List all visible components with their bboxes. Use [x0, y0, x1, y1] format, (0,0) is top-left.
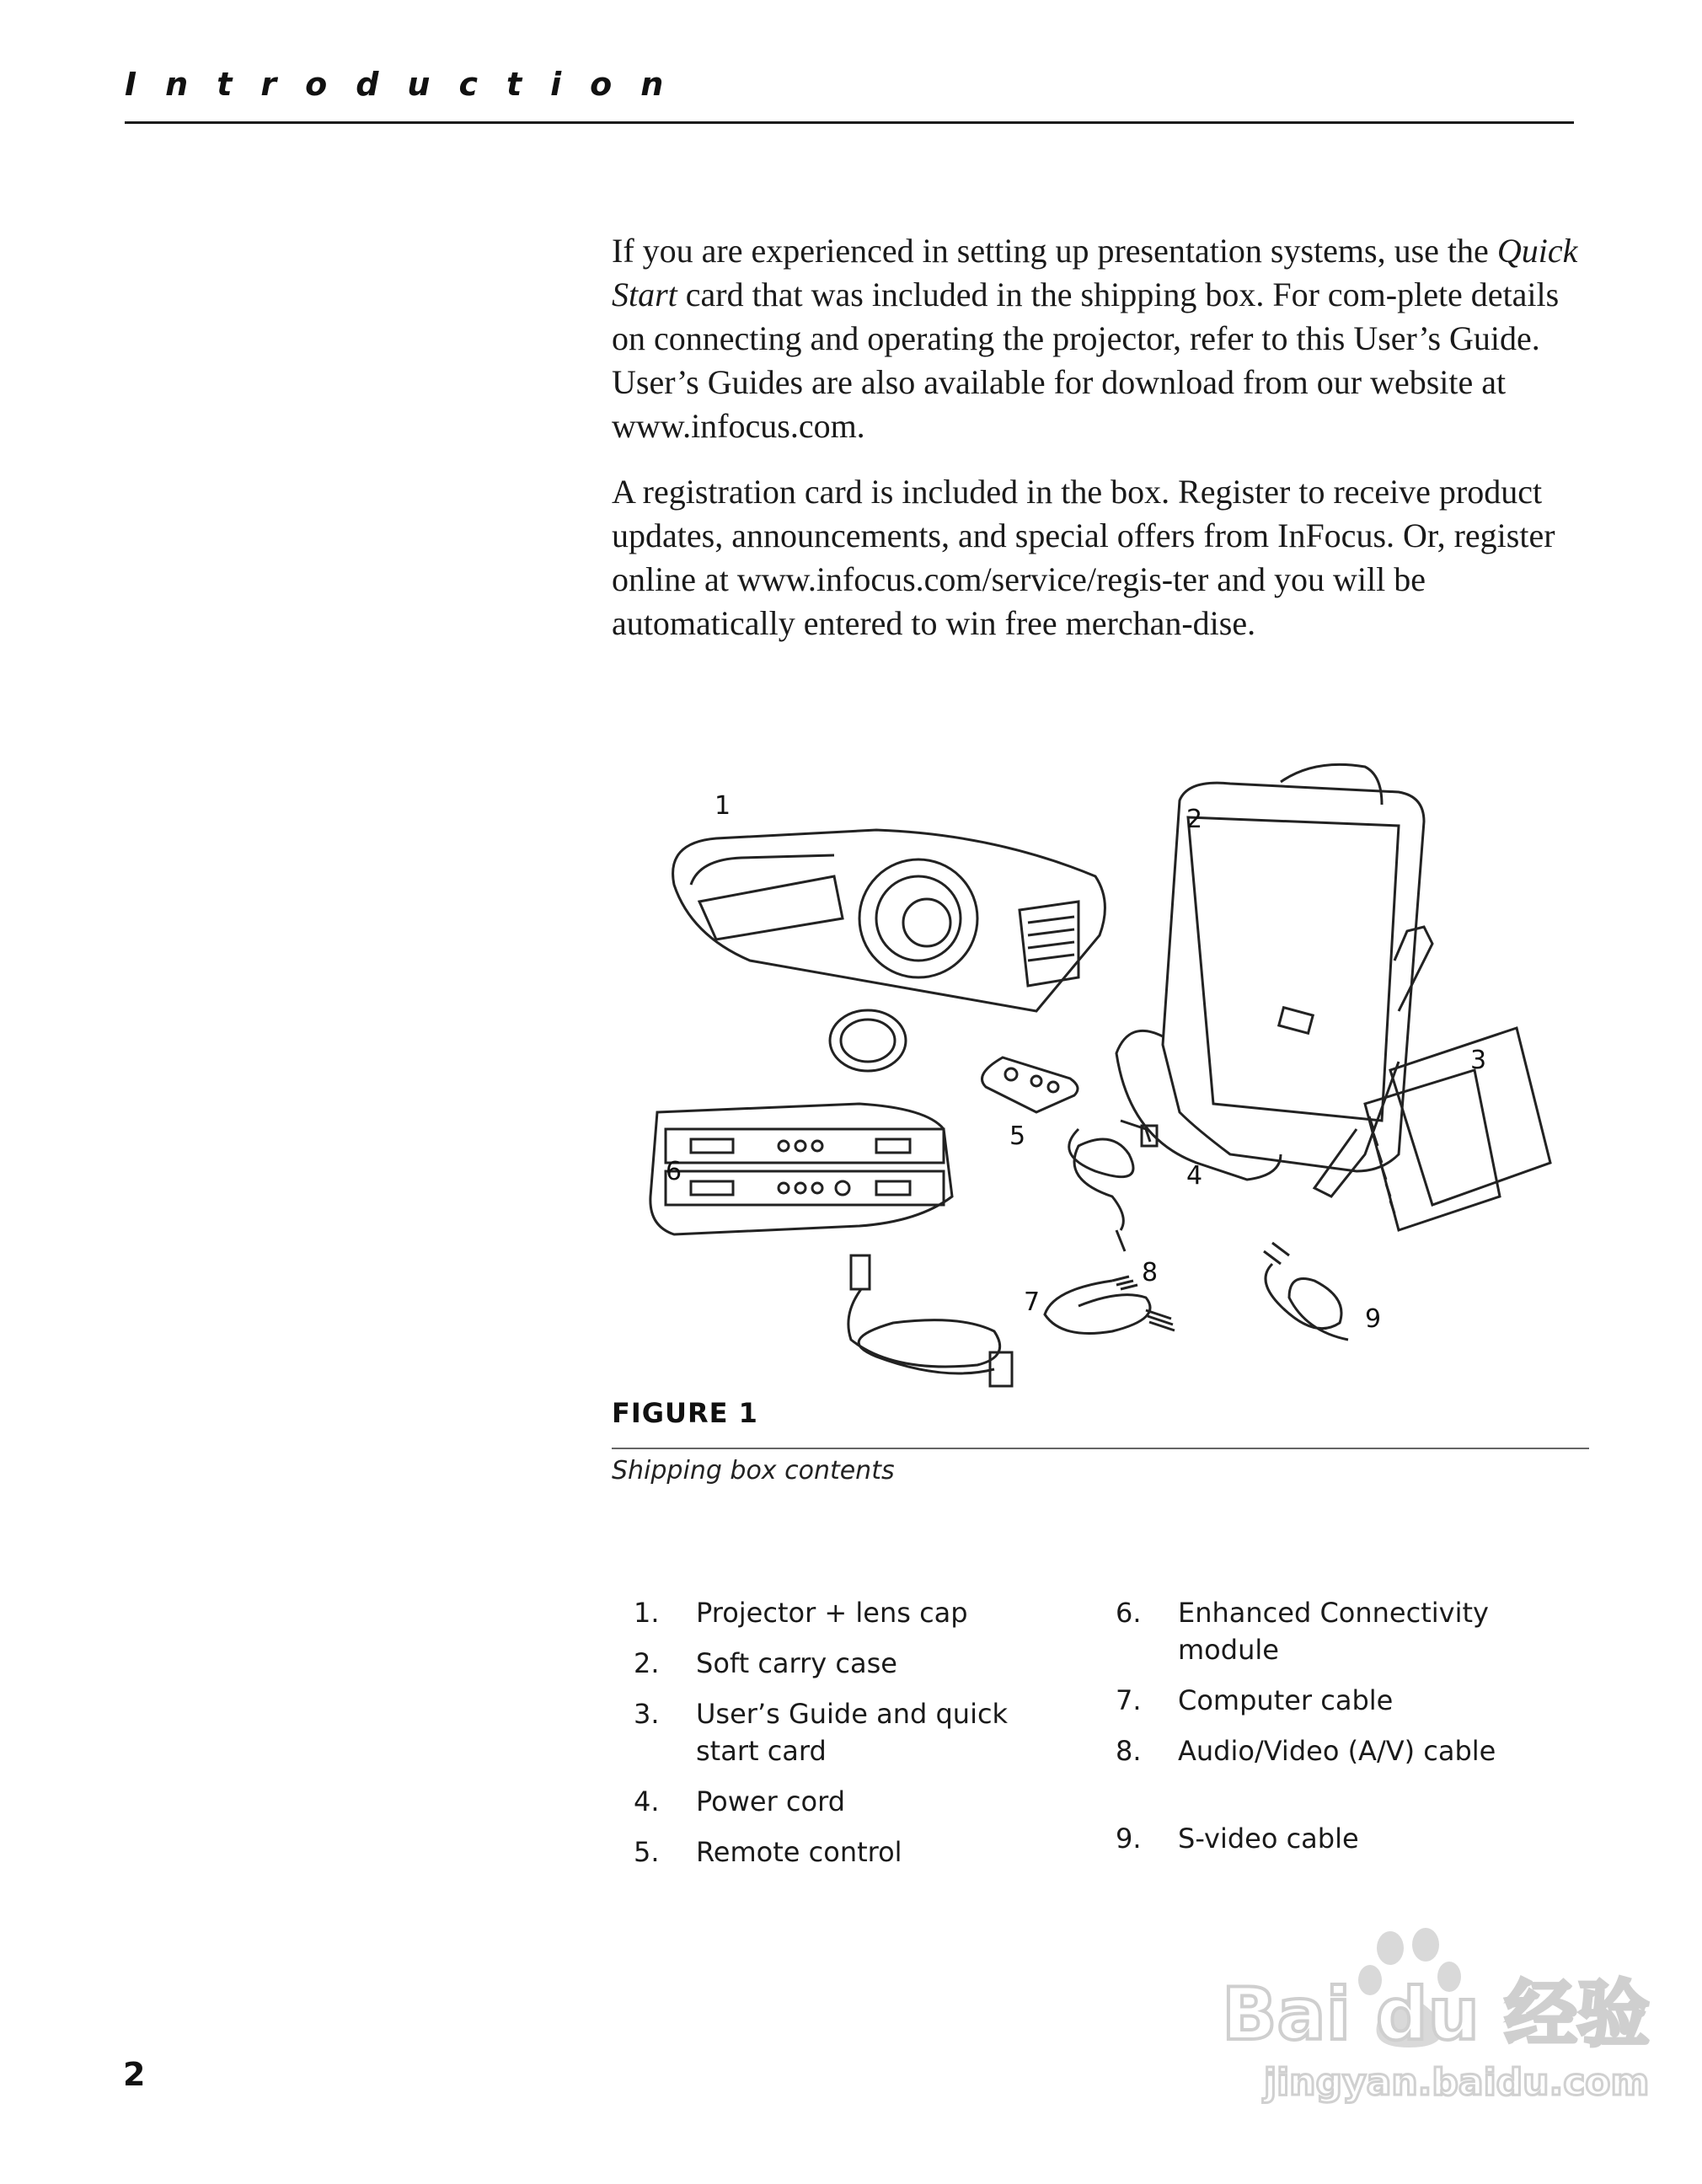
callout-1: 1 [715, 791, 731, 821]
projector-drawing [673, 830, 1105, 1011]
intro-paragraph-2: A registration card is included in the box. Register to receive product updates, announcements, and special offers from InFocus. Or, register online at www.infocus.com/service/regis-ter and you will be automatically entered to win free merchan-dise. [612, 473, 1555, 642]
list-item-number: 7. [1116, 1684, 1142, 1716]
list-item [634, 1645, 1050, 1682]
page-header [125, 66, 1574, 124]
list-item-number: 1. [634, 1597, 660, 1629]
list-item-text: User’s Guide and quick start card [696, 1698, 1009, 1767]
list-item-text: Power cord [696, 1785, 845, 1817]
contents-list-right [1116, 1594, 1532, 1871]
intro-paragraph-1-part-1: If you are experienced in setting up presentation systems, use the [612, 232, 1489, 270]
list-item-text: Enhanced Connectivity module [1178, 1597, 1489, 1666]
callout-2: 2 [1186, 805, 1203, 834]
computer-cable-drawing [848, 1255, 1012, 1386]
figure-caption: Shipping box contents [612, 1456, 895, 1485]
lens-cap-drawing [830, 1010, 906, 1071]
callout-6: 6 [666, 1157, 682, 1186]
list-item-text: Remote control [696, 1836, 902, 1868]
list-item-number: 5. [634, 1836, 660, 1868]
list-item-number: 3. [634, 1698, 660, 1730]
list-item [1116, 1820, 1532, 1857]
list-item-text: Projector + lens cap [696, 1597, 968, 1629]
callout-8: 8 [1142, 1258, 1159, 1287]
callout-4: 4 [1186, 1161, 1203, 1191]
header-title: Introduction [125, 66, 693, 103]
callout-7: 7 [1024, 1287, 1041, 1317]
shipping-box-illustration [640, 758, 1584, 1399]
list-item-number: 6. [1116, 1597, 1142, 1629]
list-item-number: 8. [1116, 1735, 1142, 1767]
list-item-text: Soft carry case [696, 1647, 897, 1679]
list-item [1116, 1732, 1532, 1769]
baidu-watermark-logo [1205, 1930, 1650, 2106]
watermark-logo-text: Bai du 经验 [1222, 1973, 1650, 2057]
list-item [1116, 1682, 1532, 1719]
carry-case-drawing [1116, 764, 1432, 1196]
callout-5: 5 [1009, 1121, 1026, 1151]
connectivity-module-drawing [650, 1104, 952, 1234]
list-item-text: S-video cable [1178, 1823, 1359, 1855]
list-item [1116, 1594, 1532, 1668]
callout-9: 9 [1365, 1304, 1382, 1334]
watermark-url: jingyan.baidu.com [1264, 2061, 1650, 2104]
list-item [634, 1833, 1050, 1871]
figure-label: FIGURE 1 [612, 1397, 758, 1429]
callout-3: 3 [1470, 1046, 1487, 1075]
list-item-text: Audio/Video (A/V) cable [1178, 1735, 1496, 1767]
list-item [634, 1594, 1050, 1631]
page-number: 2 [123, 2056, 146, 2093]
figure-rule [612, 1448, 1589, 1449]
intro-paragraph-1 [612, 229, 1589, 448]
power-cord-drawing [1069, 1121, 1157, 1251]
contents-list-left [634, 1594, 1050, 1884]
manuals-drawing [1365, 1028, 1550, 1230]
s-video-cable-drawing [1264, 1243, 1348, 1340]
list-item [634, 1695, 1050, 1769]
intro-paragraph-1-part-3: card that was included in the shipping box. For com-plete details on connecting and operating the projector, refer to this User’s Guide. User’s Guides are also available for download from our website at www.infocus.com. [612, 276, 1560, 445]
remote-control-drawing [982, 1057, 1078, 1112]
list-item-text: Computer cable [1178, 1684, 1394, 1716]
quick-start-title: Quick Start [612, 232, 1578, 313]
list-item-number: 2. [634, 1647, 660, 1679]
list-item-number: 4. [634, 1785, 660, 1817]
list-item [634, 1783, 1050, 1820]
intro-text [612, 229, 1589, 667]
list-item-number: 9. [1116, 1823, 1142, 1855]
